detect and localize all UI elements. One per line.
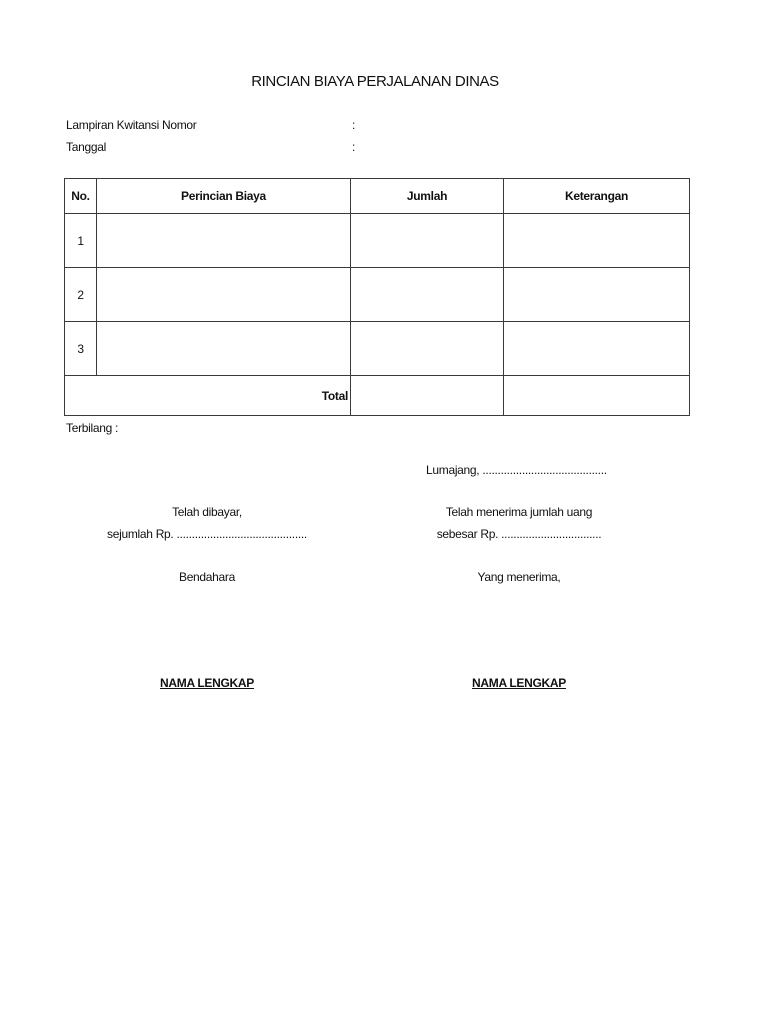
table-header-row bbox=[65, 179, 690, 214]
header-no: No. bbox=[65, 179, 97, 214]
cell-jumlah bbox=[351, 322, 504, 376]
cell-jumlah bbox=[351, 214, 504, 268]
place-date: Lumajang, ......................................... bbox=[426, 463, 607, 477]
cell-keterangan bbox=[504, 214, 690, 268]
cost-table bbox=[64, 178, 690, 416]
cell-total-jumlah bbox=[351, 376, 504, 416]
cell-keterangan bbox=[504, 268, 690, 322]
header-jumlah: Jumlah bbox=[351, 179, 504, 214]
cell-jumlah bbox=[351, 268, 504, 322]
terbilang-label: Terbilang : bbox=[66, 421, 119, 435]
cell-total-keterangan bbox=[504, 376, 690, 416]
left-payment-text: Telah dibayar, bbox=[172, 505, 242, 519]
row-number: 2 bbox=[65, 268, 97, 322]
table-row bbox=[65, 322, 690, 376]
total-label: Total bbox=[65, 376, 351, 416]
row-number: 3 bbox=[65, 322, 97, 376]
table-total-row bbox=[65, 376, 690, 416]
header-keterangan: Keterangan bbox=[504, 179, 690, 214]
left-amount-line: sejumlah Rp. ........................................... bbox=[107, 527, 307, 541]
field-separator-lampiran: : bbox=[352, 118, 356, 132]
right-signer-role: Yang menerima, bbox=[477, 570, 561, 584]
field-label-tanggal: Tanggal bbox=[66, 140, 106, 154]
field-separator-tanggal: : bbox=[352, 140, 356, 154]
document-title: RINCIAN BIAYA PERJALANAN DINAS bbox=[251, 73, 499, 90]
header-perincian-biaya: Perincian Biaya bbox=[97, 179, 351, 214]
cell-perincian bbox=[97, 322, 351, 376]
cell-keterangan bbox=[504, 322, 690, 376]
left-signer-role: Bendahara bbox=[178, 570, 236, 584]
row-number: 1 bbox=[65, 214, 97, 268]
cell-perincian bbox=[97, 268, 351, 322]
table-row bbox=[65, 214, 690, 268]
table-row bbox=[65, 268, 690, 322]
left-signer-name: NAMA LENGKAP bbox=[160, 676, 254, 690]
right-receipt-text: Telah menerima jumlah uang bbox=[445, 505, 593, 519]
field-label-lampiran: Lampiran Kwitansi Nomor bbox=[66, 118, 197, 132]
cell-perincian bbox=[97, 214, 351, 268]
right-signer-name: NAMA LENGKAP bbox=[472, 676, 566, 690]
right-amount-line: sebesar Rp. ................................. bbox=[436, 527, 602, 541]
